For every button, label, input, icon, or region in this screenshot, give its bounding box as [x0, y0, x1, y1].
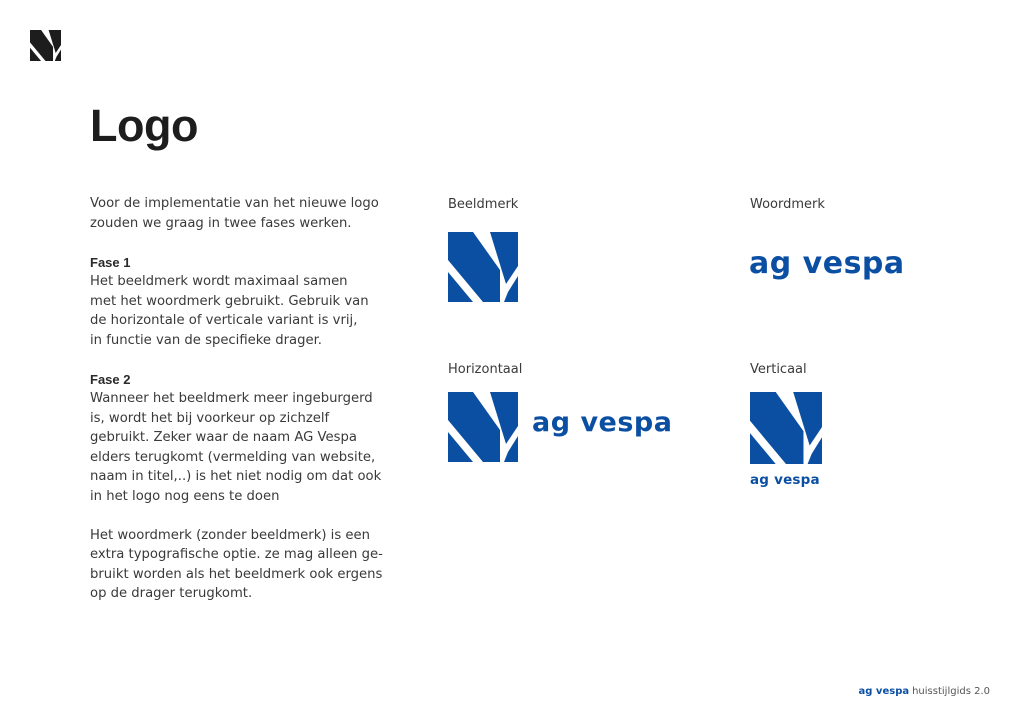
- fase2-line: is, wordt het bij voorkeur op zichzelf: [90, 410, 330, 426]
- verticaal-logo-mark-icon: [750, 392, 822, 464]
- fase1-line: met het woordmerk gebruikt. Gebruik van: [90, 293, 369, 309]
- fase1-line: Het beeldmerk wordt maximaal samen: [90, 274, 348, 289]
- woordmerk-caption: Woordmerk: [750, 197, 825, 212]
- fase1-line: de horizontale of verticale variant is vrij,: [90, 313, 358, 328]
- fase2-line: elders terugkomt (vermelding van website,: [90, 449, 376, 465]
- page-title: Logo: [90, 100, 198, 151]
- fase2-line: in het logo nog eens te doen: [90, 488, 280, 504]
- beeldmerk-caption: Beeldmerk: [448, 197, 519, 212]
- beeldmerk-logo-icon: [448, 232, 518, 302]
- horizontaal-wordmark: ag vespa: [532, 407, 673, 438]
- fase1-heading: Fase 1: [90, 254, 131, 270]
- woordmerk-logo: ag vespa: [749, 246, 905, 281]
- fase2-heading: Fase 2: [90, 371, 131, 387]
- woordmerk-note-line: Het woordmerk (zonder beeldmerk) is een: [90, 527, 370, 543]
- woordmerk-note-line: bruikt worden als het beeldmerk ook ergens: [90, 566, 383, 582]
- footer-brand: ag vespa: [858, 686, 910, 697]
- woordmerk-note-line: op de drager terugkomt.: [90, 586, 253, 601]
- verticaal-wordmark: ag vespa: [750, 472, 820, 488]
- corner-logo-mark-icon: [30, 30, 61, 61]
- fase1-line: in functie van de specifieke drager.: [90, 332, 322, 348]
- horizontaal-logo-mark-icon: [448, 392, 518, 462]
- page-footer: [859, 686, 990, 697]
- intro-line: zouden we graag in twee fases werken.: [90, 215, 352, 231]
- footer-doc-title: huisstijlgids 2.0: [912, 686, 990, 697]
- verticaal-caption: Verticaal: [750, 362, 807, 377]
- intro-text: [90, 194, 390, 604]
- intro-line: Voor de implementatie van het nieuwe logo: [90, 196, 379, 211]
- woordmerk-note-line: extra typografische optie. ze mag alleen ge-: [90, 547, 383, 562]
- fase2-line: naam in titel,..) is het niet nodig om dat ook: [90, 469, 382, 484]
- fase2-line: Wanneer het beeldmerk meer ingeburgerd: [90, 391, 373, 406]
- horizontaal-caption: Horizontaal: [448, 362, 523, 377]
- fase2-line: gebruikt. Zeker waar de naam AG Vespa: [90, 430, 357, 445]
